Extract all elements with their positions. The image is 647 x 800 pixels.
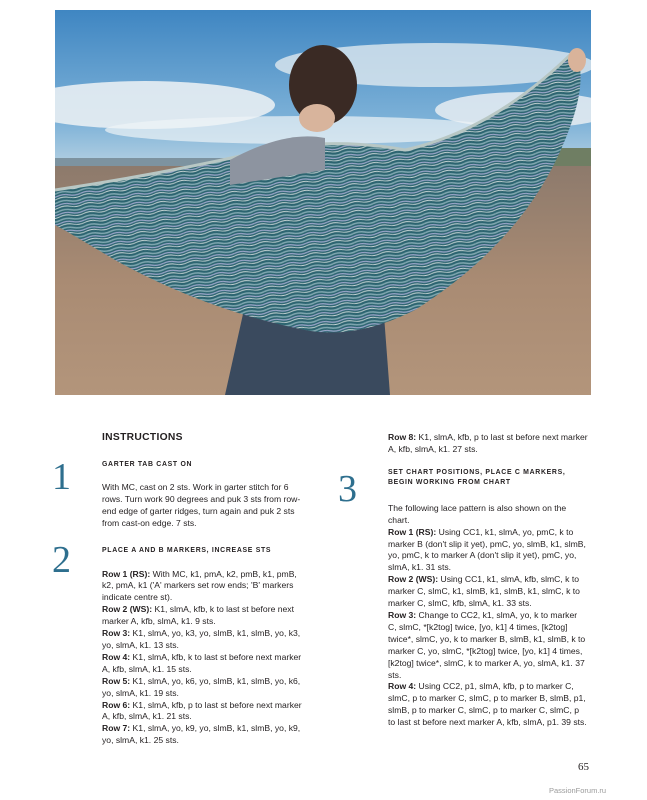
right-column: [388, 432, 588, 729]
step-2-title: PLACE A AND B MARKERS, INCREASE STS: [102, 547, 272, 555]
step-3-row: Row 2 (WS): Using CC1, k1, slmA, kfb, slmC, k to marker C, slmC, k1, slmB, k1, slmB, k1, slmC, k to marker C, slmC, kfb, slmA, k1. 33 sts.: [388, 574, 580, 609]
step-3-intro: The following lace pattern is also shown on the chart.: [388, 502, 567, 525]
step-3-row: Row 4: Using CC2, p1, slmA, kfb, p to marker C, slmC, p to marker C, slmC, p to marker B, slmB, p1, slmB, p to marker C, slmC, p to marker C, slmC, p to last st before next marker A, kfb, slmA, p1. 39 sts.: [388, 681, 587, 728]
step-2-row: Row 1 (RS): With MC, k1, pmA, k2, pmB, k1, pmB, k2, pmA, k1 ('A' markers set row ends; 'B' markers indicate centre st).: [102, 568, 297, 603]
page-number: 65: [578, 761, 589, 773]
step-2-row: Row 8: K1, slmA, kfb, p to last st before next marker A, kfb, slmA, k1. 27 sts.: [388, 432, 588, 454]
step-2-row: Row 6: K1, slmA, kfb, p to last st before next marker A, kfb, slmA, k1. 21 sts.: [102, 699, 302, 722]
step-2-row: Row 4: K1, slmA, kfb, k to last st before next marker A, kfb, slmA, k1. 15 sts.: [102, 651, 302, 674]
watermark: PassionForum.ru: [549, 786, 607, 795]
step-2-row: Row 7: K1, slmA, yo, k9, yo, slmB, k1, slmB, yo, k9, yo, slmA, k1. 25 sts.: [102, 723, 301, 746]
step-2-row: Row 3: K1, slmA, yo, k3, yo, slmB, k1, slmB, yo, k3, yo, slmA, k1. 13 sts.: [102, 628, 301, 650]
instructions-heading: INSTRUCTIONS: [102, 432, 183, 443]
step-3-rows: [388, 527, 588, 729]
step-1-title: GARTER TAB CAST ON: [102, 460, 193, 468]
left-column: [102, 432, 302, 747]
step-3-row: Row 3: Change to CC2, k1, slmA, yo, k to marker C, slmC, *[k2tog] twice, [yo, k1] 4 times, [k2tog] twice*, slmC, yo, k to marker B, slmB, k1, slmB, k to marker C, yo, slmC, *[k2tog] twice, [yo, k1] 4 times, [k2tog] twice*, slmC, k to marker A, yo, slmA, k1. 37 sts.: [388, 609, 586, 680]
hero-photo: [55, 10, 591, 395]
step-3-title: SET CHART POSITIONS, PLACE C MARKERS, BEGIN WORKING FROM CHART: [388, 468, 566, 487]
step-2-row: Row 2 (WS): K1, slmA, kfb, k to last st before next marker A, kfb, slmA, k1. 9 sts.: [102, 604, 294, 627]
step-1-number: 1: [52, 456, 71, 498]
step-2-row: Row 5: K1, slmA, yo, k6, yo, slmB, k1, slmB, yo, k6, yo, slmA, k1. 19 sts.: [102, 675, 301, 698]
step-2-number: 2: [52, 539, 71, 581]
step-3-number: 3: [338, 468, 357, 510]
step-3-row: Row 1 (RS): Using CC1, k1, slmA, yo, pmC, k to marker B (don't slip it yet), pmC, yo, slmB, k1, slmB, yo, pmC, k to marker A (don't slip it yet), pmC, yo, slmA, k1. 31 sts.: [388, 526, 586, 573]
step-1-paragraph: With MC, cast on 2 sts. Work in garter stitch for 6 rows. Turn work 90 degrees and puk 3 sts from row-end edge of garter ridges, turn again and puk 2 sts from cast-on edge. 7 sts.: [102, 482, 301, 529]
step-2-rows: [102, 569, 302, 748]
